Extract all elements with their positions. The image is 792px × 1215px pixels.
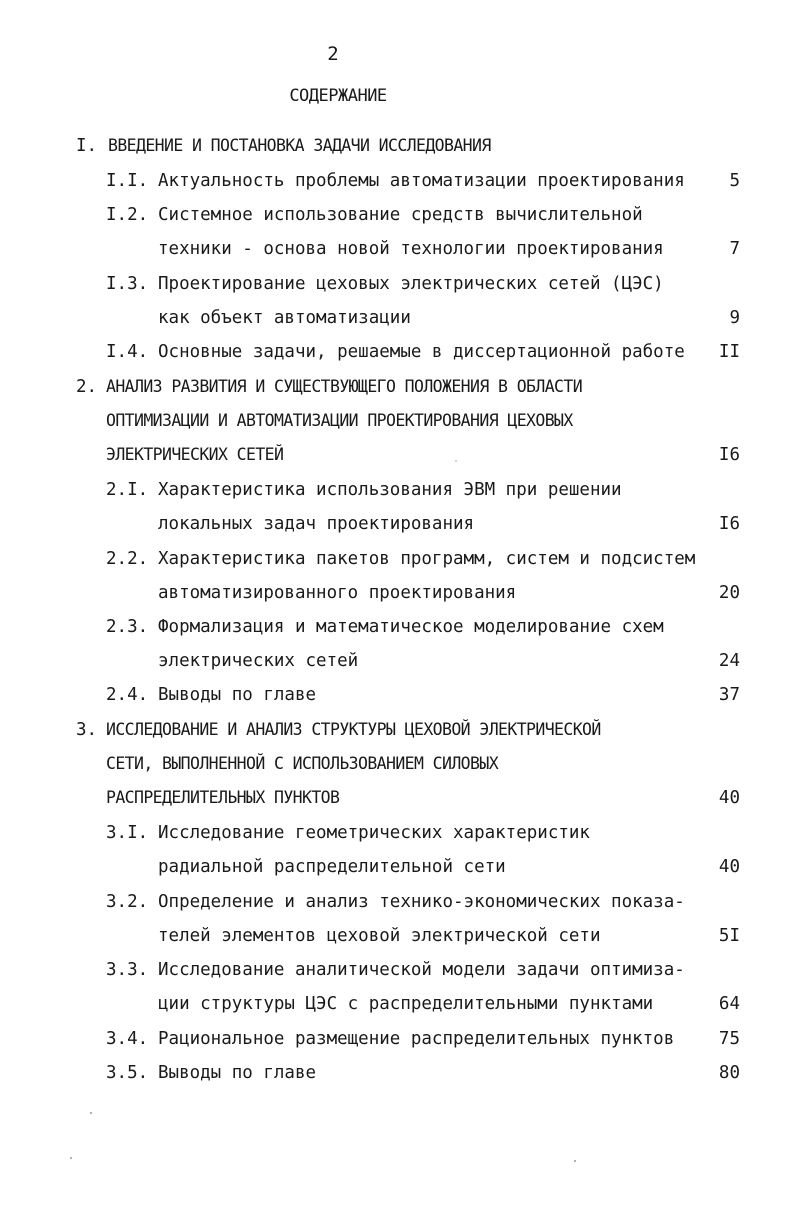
section-number: 2.4. [106, 685, 149, 705]
section-title: как объект автоматизации [158, 308, 411, 328]
page-ref: II [718, 342, 740, 362]
toc-chapter-3-cont [0, 781, 792, 815]
toc-chapter-2-cont [0, 438, 792, 472]
toc-section-3-1-cont [0, 850, 792, 884]
toc-chapter-2 [0, 370, 792, 404]
page-ref: 20 [718, 583, 740, 603]
toc-section-1-3-cont [0, 301, 792, 335]
toc-section-2-3 [0, 610, 792, 644]
chapter-number: 2. [76, 377, 98, 397]
toc-chapter-3-cont [0, 747, 792, 781]
chapter-title: ИССЛЕДОВАНИЕ И АНАЛИЗ СТРУКТУРЫ ЦЕХОВОЙ ЭЛЕКТРИЧЕСКОЙ [106, 720, 601, 739]
toc-section-2-2-cont [0, 576, 792, 610]
toc-chapter-2-cont [0, 404, 792, 438]
page-ref: 5 [729, 171, 740, 191]
section-number: I.2. [106, 205, 149, 225]
toc-section-1-2 [0, 198, 792, 232]
section-title: Характеристика использования ЭВМ при решении [158, 480, 622, 500]
section-title: Основные задачи, решаемые в диссертационной работе [158, 342, 685, 362]
section-title: телей элементов цеховой электрической сети [158, 926, 601, 946]
section-title: Формализация и математическое моделирование схем [158, 617, 664, 637]
toc-section-2-4 [0, 678, 792, 712]
section-title: радиальной распределительной сети [158, 857, 506, 877]
section-title: Проектирование цеховых электрических сетей (ЦЭС) [158, 274, 664, 294]
chapter-number: 3. [76, 720, 98, 740]
page-ref: 80 [718, 1063, 740, 1083]
section-number: 2.3. [106, 617, 149, 637]
section-number: 3.2. [106, 892, 149, 912]
section-title: Рациональное размещение распределительных пунктов [158, 1029, 675, 1049]
section-title: Исследование геометрических характеристик [158, 823, 590, 843]
page-ref: 7 [729, 239, 740, 259]
toc-section-2-2 [0, 542, 792, 576]
scan-speck [90, 1112, 92, 1114]
toc-section-1-4 [0, 335, 792, 369]
section-number: 2.I. [106, 480, 149, 500]
section-number: I.4. [106, 342, 149, 362]
section-title: Актуальность проблемы автоматизации проектирования [158, 171, 685, 191]
page-ref: 24 [718, 651, 740, 671]
section-title: Определение и анализ технико-экономических показа- [158, 892, 685, 912]
chapter-title: СЕТИ, ВЫПОЛНЕННОЙ С ИСПОЛЬЗОВАНИЕМ СИЛОВЫХ [106, 754, 499, 773]
chapter-title: ЭЛЕКТРИЧЕСКИХ СЕТЕЙ [106, 445, 284, 464]
toc-section-2-1 [0, 473, 792, 507]
section-title: Выводы по главе [158, 1063, 317, 1083]
page-title: СОДЕРЖАНИЕ [289, 86, 387, 106]
section-number: 3.4. [106, 1029, 149, 1049]
page-ref: I6 [718, 445, 740, 465]
section-title: электрических сетей [158, 651, 359, 671]
toc-chapter-3 [0, 713, 792, 747]
scan-speck [574, 1160, 576, 1162]
toc-section-3-3-cont [0, 987, 792, 1021]
chapter-title: АНАЛИЗ РАЗВИТИЯ И СУЩЕСТВУЮЩЕГО ПОЛОЖЕНИЯ В ОБЛАСТИ [106, 377, 583, 396]
section-number: 3.I. [106, 823, 149, 843]
section-number: 3.3. [106, 960, 149, 980]
scan-speck [70, 1157, 72, 1159]
section-number: I.3. [106, 274, 149, 294]
page-ref: I6 [718, 514, 740, 534]
page-ref: 75 [718, 1029, 740, 1049]
section-title: локальных задач проектирования [158, 514, 475, 534]
chapter-title: ОПТИМИЗАЦИИ И АВТОМАТИЗАЦИИ ПРОЕКТИРОВАНИЯ ЦЕХОВЫХ [106, 411, 573, 430]
toc-section-1-3 [0, 267, 792, 301]
toc-section-3-4 [0, 1022, 792, 1056]
page-ref: 37 [718, 685, 740, 705]
section-title: Характеристика пакетов программ, систем и подсистем [158, 549, 696, 569]
chapter-title: РАСПРЕДЕЛИТЕЛЬНЫХ ПУНКТОВ [106, 788, 340, 807]
section-title: Выводы по главе [158, 685, 317, 705]
toc-section-1-1 [0, 164, 792, 198]
toc-chapter-1 [0, 129, 792, 163]
toc-section-2-1-cont [0, 507, 792, 541]
page-number: 2 [327, 43, 339, 65]
section-number: I.I. [106, 171, 149, 191]
section-title: Исследование аналитической модели задачи оптимиза- [158, 960, 685, 980]
toc-section-3-5 [0, 1056, 792, 1090]
toc-section-2-3-cont [0, 644, 792, 678]
chapter-title: ВВЕДЕНИЕ И ПОСТАНОВКА ЗАДАЧИ ИССЛЕДОВАНИЯ [108, 136, 491, 155]
page-ref: 40 [718, 857, 740, 877]
section-title: автоматизированного проектирования [158, 583, 517, 603]
page-ref: 9 [729, 308, 740, 328]
section-title: Системное использование средств вычислительной [158, 205, 643, 225]
section-number: 2.2. [106, 549, 149, 569]
section-number: 3.5. [106, 1063, 149, 1083]
chapter-number: I. [76, 136, 98, 156]
toc-section-3-2 [0, 885, 792, 919]
toc-section-3-3 [0, 953, 792, 987]
toc-section-3-1 [0, 816, 792, 850]
page-ref: 64 [718, 994, 740, 1014]
section-title: техники - основа новой технологии проектирования [158, 239, 664, 259]
page-ref: 40 [718, 788, 740, 808]
page-ref: 5I [718, 926, 740, 946]
toc-section-1-2-cont [0, 232, 792, 266]
scan-speck [455, 460, 457, 462]
section-title: ции структуры ЦЭС с распределительными пунктами [158, 994, 654, 1014]
toc-section-3-2-cont [0, 919, 792, 953]
